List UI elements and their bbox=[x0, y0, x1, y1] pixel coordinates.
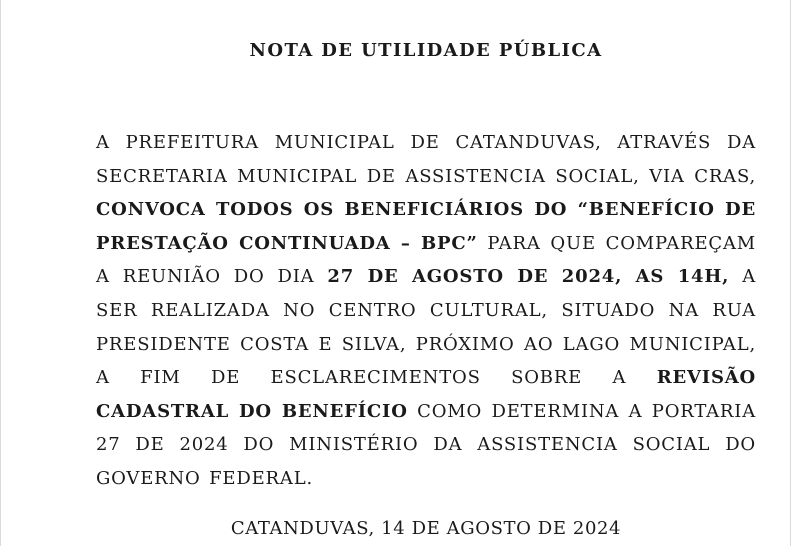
body-text-part-1: A PREFEITURA MUNICIPAL DE CATANDUVAS, ATRAVÉS DA SECRETARIA MUNICIPAL DE ASSISTENCIA SOCIAL, VIA CRAS, bbox=[96, 132, 756, 187]
page-edge-right bbox=[790, 0, 791, 546]
place-date-line: CATANDUVAS, 14 DE AGOSTO DE 2024 bbox=[230, 518, 622, 539]
body-text-part-4: COMO DETERMINA A PORTARIA 27 DE 2024 DO MINISTÉRIO DA ASSISTENCIA SOCIAL DO GOVERNO FEDERAL. bbox=[96, 400, 756, 489]
document-title: NOTA DE UTILIDADE PÚBLICA bbox=[249, 40, 603, 61]
body-bold-date: 27 DE AGOSTO DE 2024, AS 14H, bbox=[327, 266, 730, 288]
body-text-part-2: PARA QUE COMPAREÇAM A REUNIÃO DO DIA bbox=[96, 232, 756, 288]
page-edge-left bbox=[0, 0, 1, 546]
body-bold-convocation: CONVOCA TODOS OS BENEFICIÁRIOS DO “BENEFÍCIO DE PRESTAÇÃO CONTINUADA – BPC” bbox=[96, 199, 756, 254]
body-bold-revision: REVISÃO CADASTRAL DO BENEFÍCIO bbox=[96, 367, 756, 422]
body-paragraph bbox=[96, 126, 756, 496]
body-text-part-3: A SER REALIZADA NO CENTRO CULTURAL, SITUADO NA RUA PRESIDENTE COSTA E SILVA, PRÓXIMO AO LAGO MUNICIPAL, A FIM DE ESCLARECIMENTOS SOBRE A bbox=[96, 266, 756, 389]
